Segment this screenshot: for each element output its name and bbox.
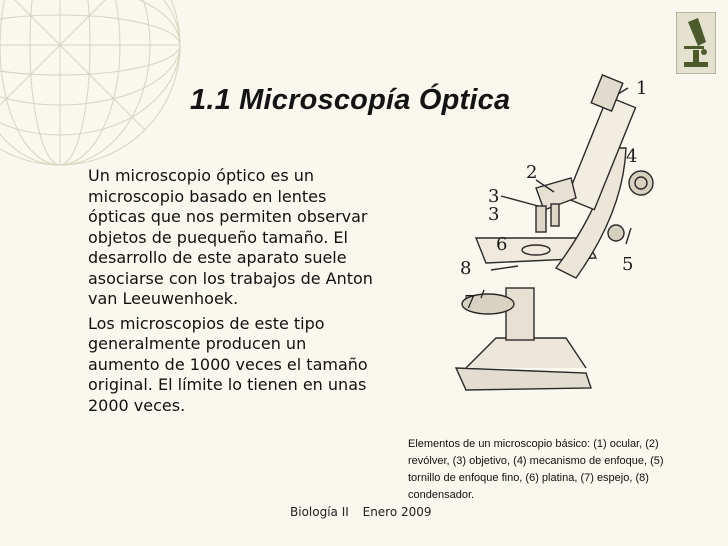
microscope-illustration — [436, 68, 668, 400]
slide-title: 1.1 Microscopía Óptica — [190, 84, 511, 116]
paragraph-1: Un microscopio óptico es un microscopio basado en lentes ópticas que nos permiten observar objetos de puequeño tamaño. El desarrollo de este aparato suele asociarse con los trabajos de Anton van Leeuwenhoek. — [88, 166, 373, 308]
label-2: 2 — [526, 162, 538, 183]
label-5: 5 — [622, 254, 634, 275]
label-1: 1 — [636, 78, 648, 99]
footer — [290, 505, 442, 519]
paragraph-2: Los microscopios de este tipo generalmente producen un aumento de 1000 veces el tamaño original. El límite lo tienen en unas 2000 veces. — [88, 313, 368, 415]
globe-decoration — [0, 0, 190, 175]
label-3a: 3 — [488, 186, 500, 207]
label-8: 8 — [460, 258, 472, 279]
label-4: 4 — [626, 146, 638, 167]
microscope-logo-icon — [676, 12, 716, 74]
footer-date: Enero 2009 — [362, 505, 432, 519]
figure-caption: Elementos de un microscopio básico: (1) ocular, (2) revólver, (3) objetivo, (4) mecanismo de enfoque, (5) tornillo de enfoque fino, (6) platina, (7) espejo, (8) condensador. — [408, 438, 664, 501]
label-3b: 3 — [488, 204, 500, 225]
slide-body — [88, 166, 378, 420]
label-7: 7 — [464, 292, 476, 313]
label-6: 6 — [496, 234, 508, 255]
footer-course: Biología II — [290, 505, 349, 519]
